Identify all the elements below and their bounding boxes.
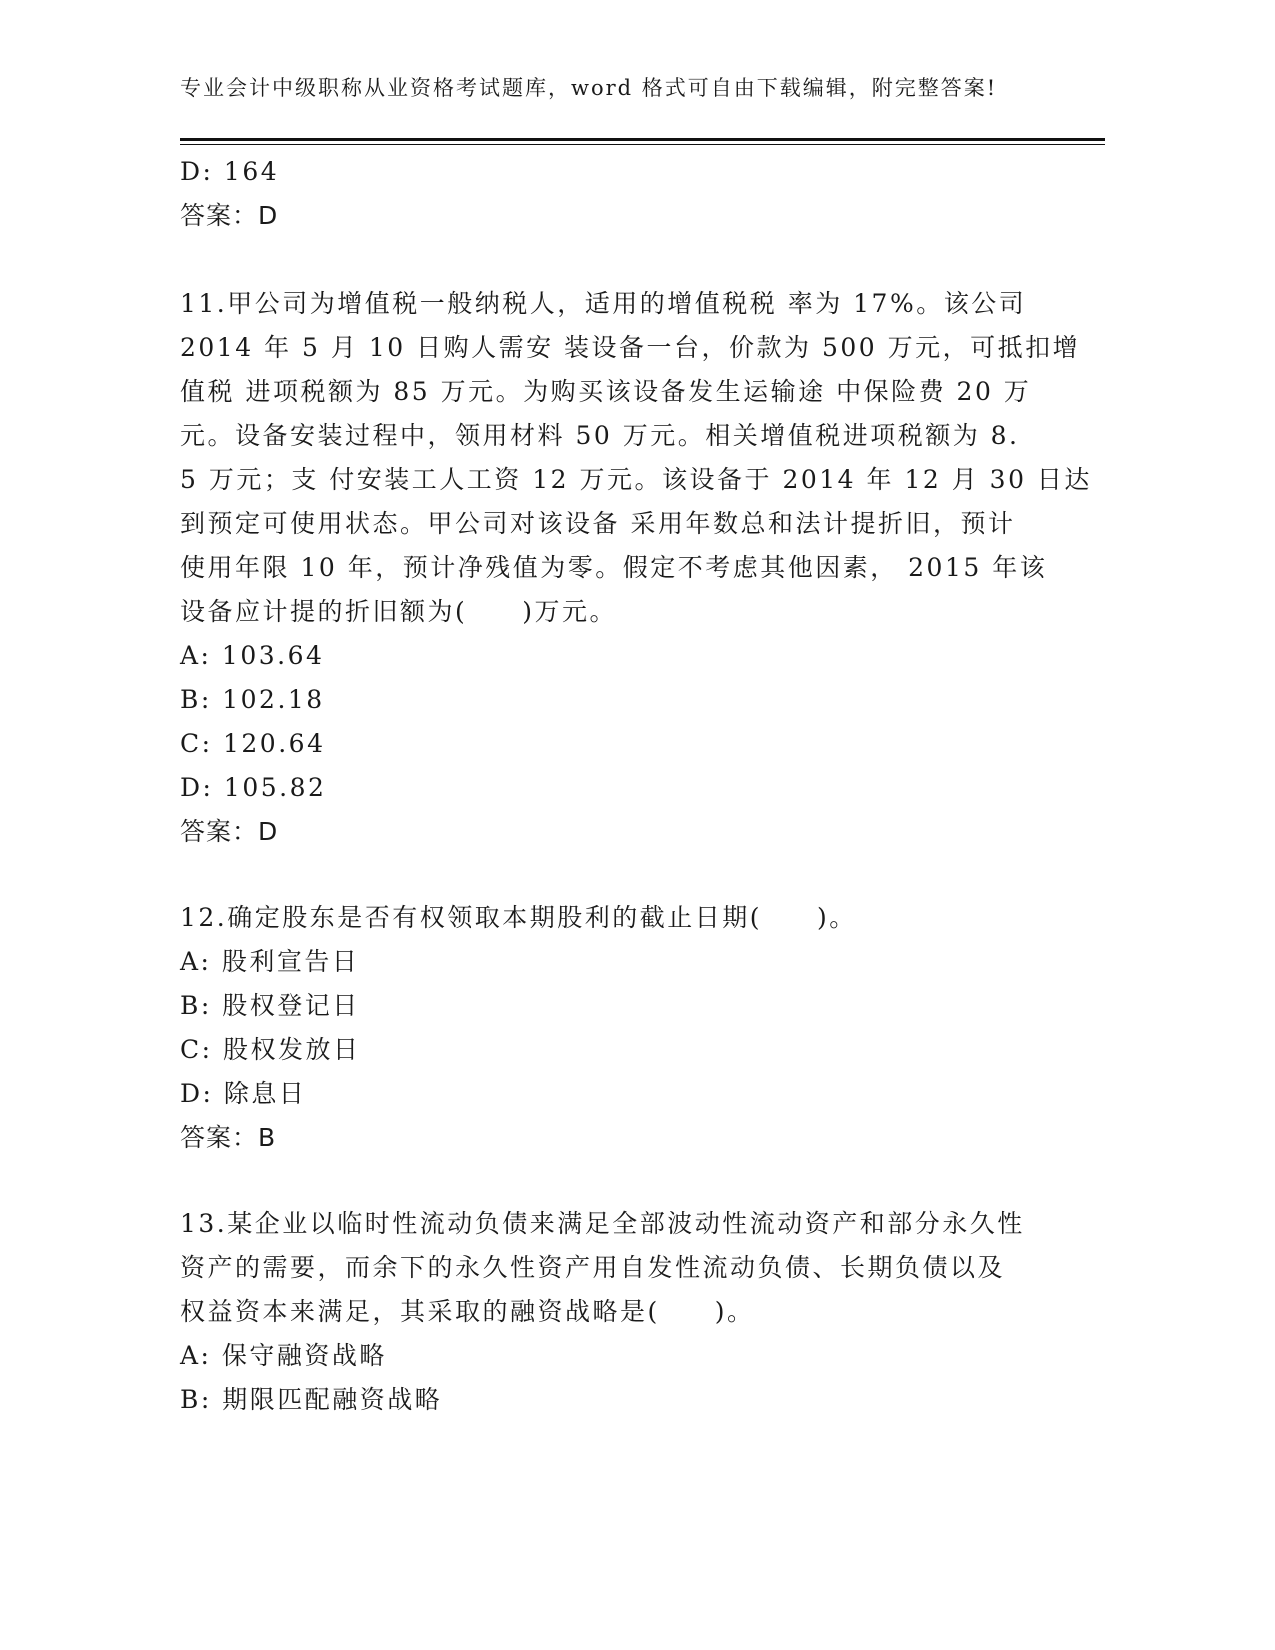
question-12: [180, 896, 1040, 1160]
option-d: D: 除息日: [180, 1079, 307, 1108]
spacer: [180, 1160, 1040, 1202]
document-body: [180, 150, 1092, 1422]
question-text-line: 资产的需要，而余下的永久性资产用自发性流动负债、长期负债以及: [180, 1253, 1006, 1282]
answer: 答案：B: [180, 1123, 277, 1152]
spacer: [180, 854, 1040, 896]
option-d: D: 105.82: [180, 773, 327, 802]
header-rule-thick: [180, 138, 1105, 141]
question-text-line: 权益资本来满足，其采取的融资战略是( )。: [180, 1297, 755, 1326]
question-text-line: 元。设备安装过程中，领用材料 50 万元。相关增值税进项税额为 8.: [180, 421, 1020, 450]
spacer: [180, 238, 1040, 282]
page-header: 专业会计中级职称从业资格考试题库，word 格式可自由下载编辑，附完整答案!: [180, 76, 998, 100]
question-11: [180, 282, 1092, 854]
option-b: B: 股权登记日: [180, 991, 360, 1020]
question-text-line: 11.甲公司为增值税一般纳税人，适用的增值税税 率为 17%。该公司: [180, 289, 1027, 318]
question-text-line: 使用年限 10 年，预计净残值为零。假定不考虑其他因素， 2015 年该: [180, 553, 1048, 582]
prev-option-d: D: 164: [180, 157, 280, 186]
option-a: A: 103.64: [180, 641, 325, 670]
option-b: B: 期限匹配融资战略: [180, 1385, 443, 1414]
question-text-line: 到预定可使用状态。甲公司对该设备 采用年数总和法计提折旧，预计: [180, 509, 1016, 538]
option-c: C: 股权发放日: [180, 1035, 361, 1064]
header-rule-thin: [180, 144, 1105, 145]
question-text-line: 值税 进项税额为 85 万元。为购买该设备发生运输途 中保险费 20 万: [180, 377, 1032, 406]
prev-answer: 答案：D: [180, 201, 279, 230]
option-c: C: 120.64: [180, 729, 326, 758]
option-a: A: 保守融资战略: [180, 1341, 387, 1370]
question-text-line: 12.确定股东是否有权领取本期股利的截止日期( )。: [180, 903, 857, 932]
question-13: [180, 1202, 1040, 1422]
question-text-line: 2014 年 5 月 10 日购人需安 装设备一台，价款为 500 万元，可抵扣增: [180, 333, 1081, 362]
question-text-line: 13.某企业以临时性流动负债来满足全部波动性流动资产和部分永久性: [180, 1209, 1025, 1238]
option-a: A: 股利宣告日: [180, 947, 360, 976]
option-b: B: 102.18: [180, 685, 325, 714]
answer: 答案：D: [180, 817, 279, 846]
question-text-line: 设备应计提的折旧额为( )万元。: [180, 597, 618, 626]
question-text-line: 5 万元；支 付安装工人工资 12 万元。该设备于 2014 年 12 月 30 日达: [180, 465, 1092, 494]
